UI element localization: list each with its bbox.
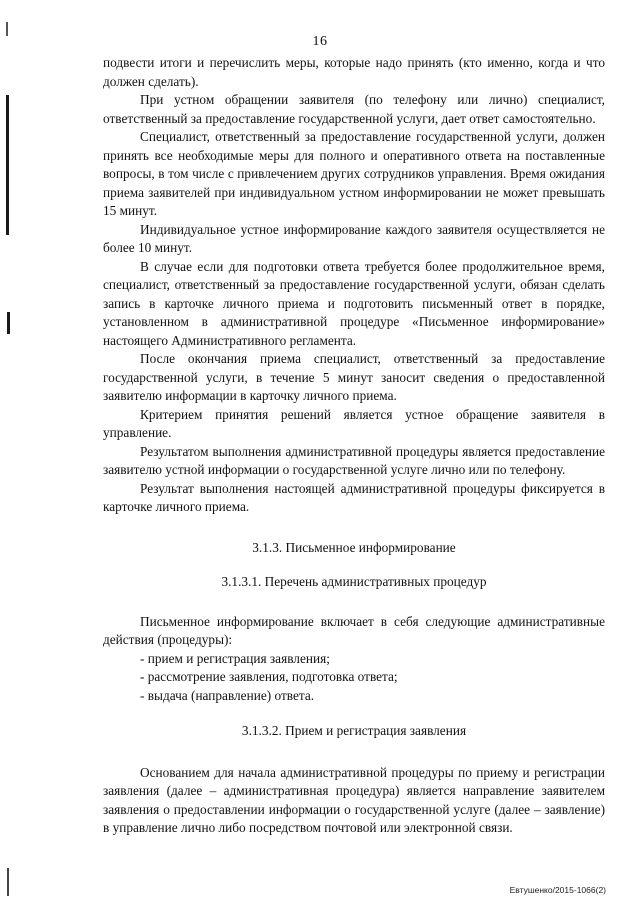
list-item: - рассмотрение заявления, подготовка ответа; bbox=[140, 669, 398, 684]
section-heading: 3.1.3. Письменное информирование bbox=[252, 539, 456, 555]
paragraph: Критерием принятия решений является устное обращение заявителя в управление. bbox=[103, 406, 605, 440]
scan-artifact-mark bbox=[6, 95, 9, 235]
paragraph: Специалист, ответственный за предоставление государственной услуги, должен принять все необходимые меры для полного и оперативного ответа на поставленные вопросы, в том числе с привлечением других сотрудников управления. Время ожидания приема заявителей при индивидуальном устном информировании не может превышать 15 минут. bbox=[103, 129, 605, 218]
subsection-heading: 3.1.3.1. Перечень административных процедур bbox=[221, 574, 487, 589]
paragraph: Результат выполнения настоящей административной процедуры фиксируется в карточке личного приема. bbox=[103, 480, 605, 514]
paragraph: Индивидуальное устное информирование каждого заявителя осуществляется не более 10 минут. bbox=[103, 221, 605, 255]
list-item: - прием и регистрация заявления; bbox=[140, 650, 330, 666]
document-body bbox=[103, 54, 605, 838]
list-intro: Письменное информирование включает в себя следующие административные действия (процедуры): bbox=[103, 613, 605, 647]
document-reference: Евтушенко/2015-1066(2) bbox=[509, 885, 606, 895]
paragraph: В случае если для подготовки ответа требуется более продолжительное время, специалист, ответственный за предоставление государственной услуги, обязан сделать запись в карточке личного приема и подготовить письменный ответ в порядке, установленном в административной процедуре «Письменное информирование» настоящего Административного регламента. bbox=[103, 258, 605, 348]
list-item: - выдача (направление) ответа. bbox=[140, 687, 315, 703]
paragraph: После окончания приема специалист, ответственный за предоставление государственной услуги, в течение 5 минут заносит сведения о предоставленной заявителю информации в карточку личного приема. bbox=[103, 351, 605, 403]
page-number: 16 bbox=[312, 34, 328, 49]
subsection-heading: 3.1.3.2. Прием и регистрация заявления bbox=[241, 723, 467, 738]
paragraph-continuation: подвести итоги и перечислить меры, которые надо принять (кто именно, когда и что должен сделать). bbox=[103, 55, 605, 89]
paragraph: Результатом выполнения административной процедуры является предоставление заявителю устной информации о государственной услуге лично или по телефону. bbox=[103, 443, 605, 477]
scan-artifact-mark bbox=[7, 312, 10, 334]
scan-artifact-mark bbox=[7, 868, 9, 896]
paragraph: При устном обращении заявителя (по телефону или лично) специалист, ответственный за предоставление государственной услуги, дает ответ самостоятельно. bbox=[103, 92, 605, 126]
paragraph: Основанием для начала административной процедуры по приему и регистрации заявления (далее – административная процедура) является направление заявителем заявления о предоставлении информации о государственной услуге (далее – заявление) в управление лично либо посредством почтовой или электронной связи. bbox=[103, 764, 605, 835]
